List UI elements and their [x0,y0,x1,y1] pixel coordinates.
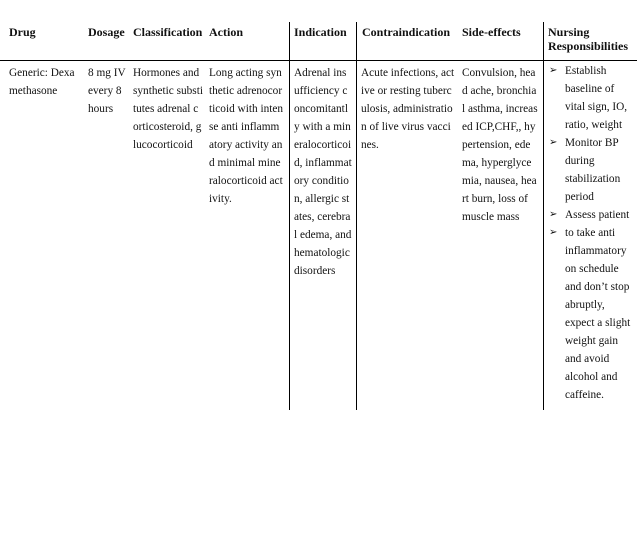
cell-indication: Adrenal insufficiency concomitantly with a mineralocorticoid, inflammatory condition, allergic states, cerebral edema, and hematologic disorders [294,67,352,277]
responsibility-text: Establish baseline of vital sign, IO, ratio, weight [565,65,628,131]
header-drug: Drug [9,25,36,39]
header-contraindication: Contraindication [362,25,451,39]
header-nursing-line2: Responsibilities [548,39,629,53]
cell-classification: Hormones and synthetic substitutes adrenal corticosteroid, glucocorticoid [133,67,203,151]
list-item [547,134,635,206]
arrowhead-bullet-icon: ➢ [549,137,558,148]
header-classification: Classification [133,25,203,39]
header-dosage: Dosage [88,25,125,39]
nursing-responsibilities-list [547,62,635,404]
cell-action: Long acting synthetic adrenocorticoid with intense anti inflammatory activity and minimal mineralocorticoid activity. [209,67,284,205]
list-item [547,224,635,404]
cell-dosage: 8 mg IV every 8 hours [88,67,126,115]
column-divider-indication [289,22,290,410]
cell-drug: Generic: Dexamethasone [9,67,75,97]
header-action: Action [209,25,243,39]
arrowhead-bullet-icon: ➢ [549,65,558,76]
list-item [547,206,635,224]
cell-contraindication: Acute infections, active or resting tuberculosis, administration of live virus vaccines. [361,67,455,151]
header-nursing [548,25,628,53]
cell-side-effects: Convulsion, head ache, bronchial asthma, increased ICP,CHF,, hypertension, edema, hyperglycemia, nausea, heart burn, loss of muscle mass [462,67,538,223]
header-nursing-line1: Nursing [548,25,590,39]
responsibility-text: Assess patient [565,209,630,221]
responsibility-text: Monitor BP during stabilization period [565,137,621,203]
arrowhead-bullet-icon: ➢ [549,209,558,220]
arrowhead-bullet-icon: ➢ [549,227,558,238]
column-divider-contraindication [356,22,357,410]
header-divider [0,60,637,61]
header-indication: Indication [294,25,347,39]
responsibility-text: to take anti inflammatory on schedule and don’t stop abruptly, expect a slight weight gain and avoid alcohol and caffeine. [565,227,631,401]
list-item [547,62,635,134]
column-divider-nursing [543,22,544,410]
header-side-effects: Side-effects [462,25,521,39]
